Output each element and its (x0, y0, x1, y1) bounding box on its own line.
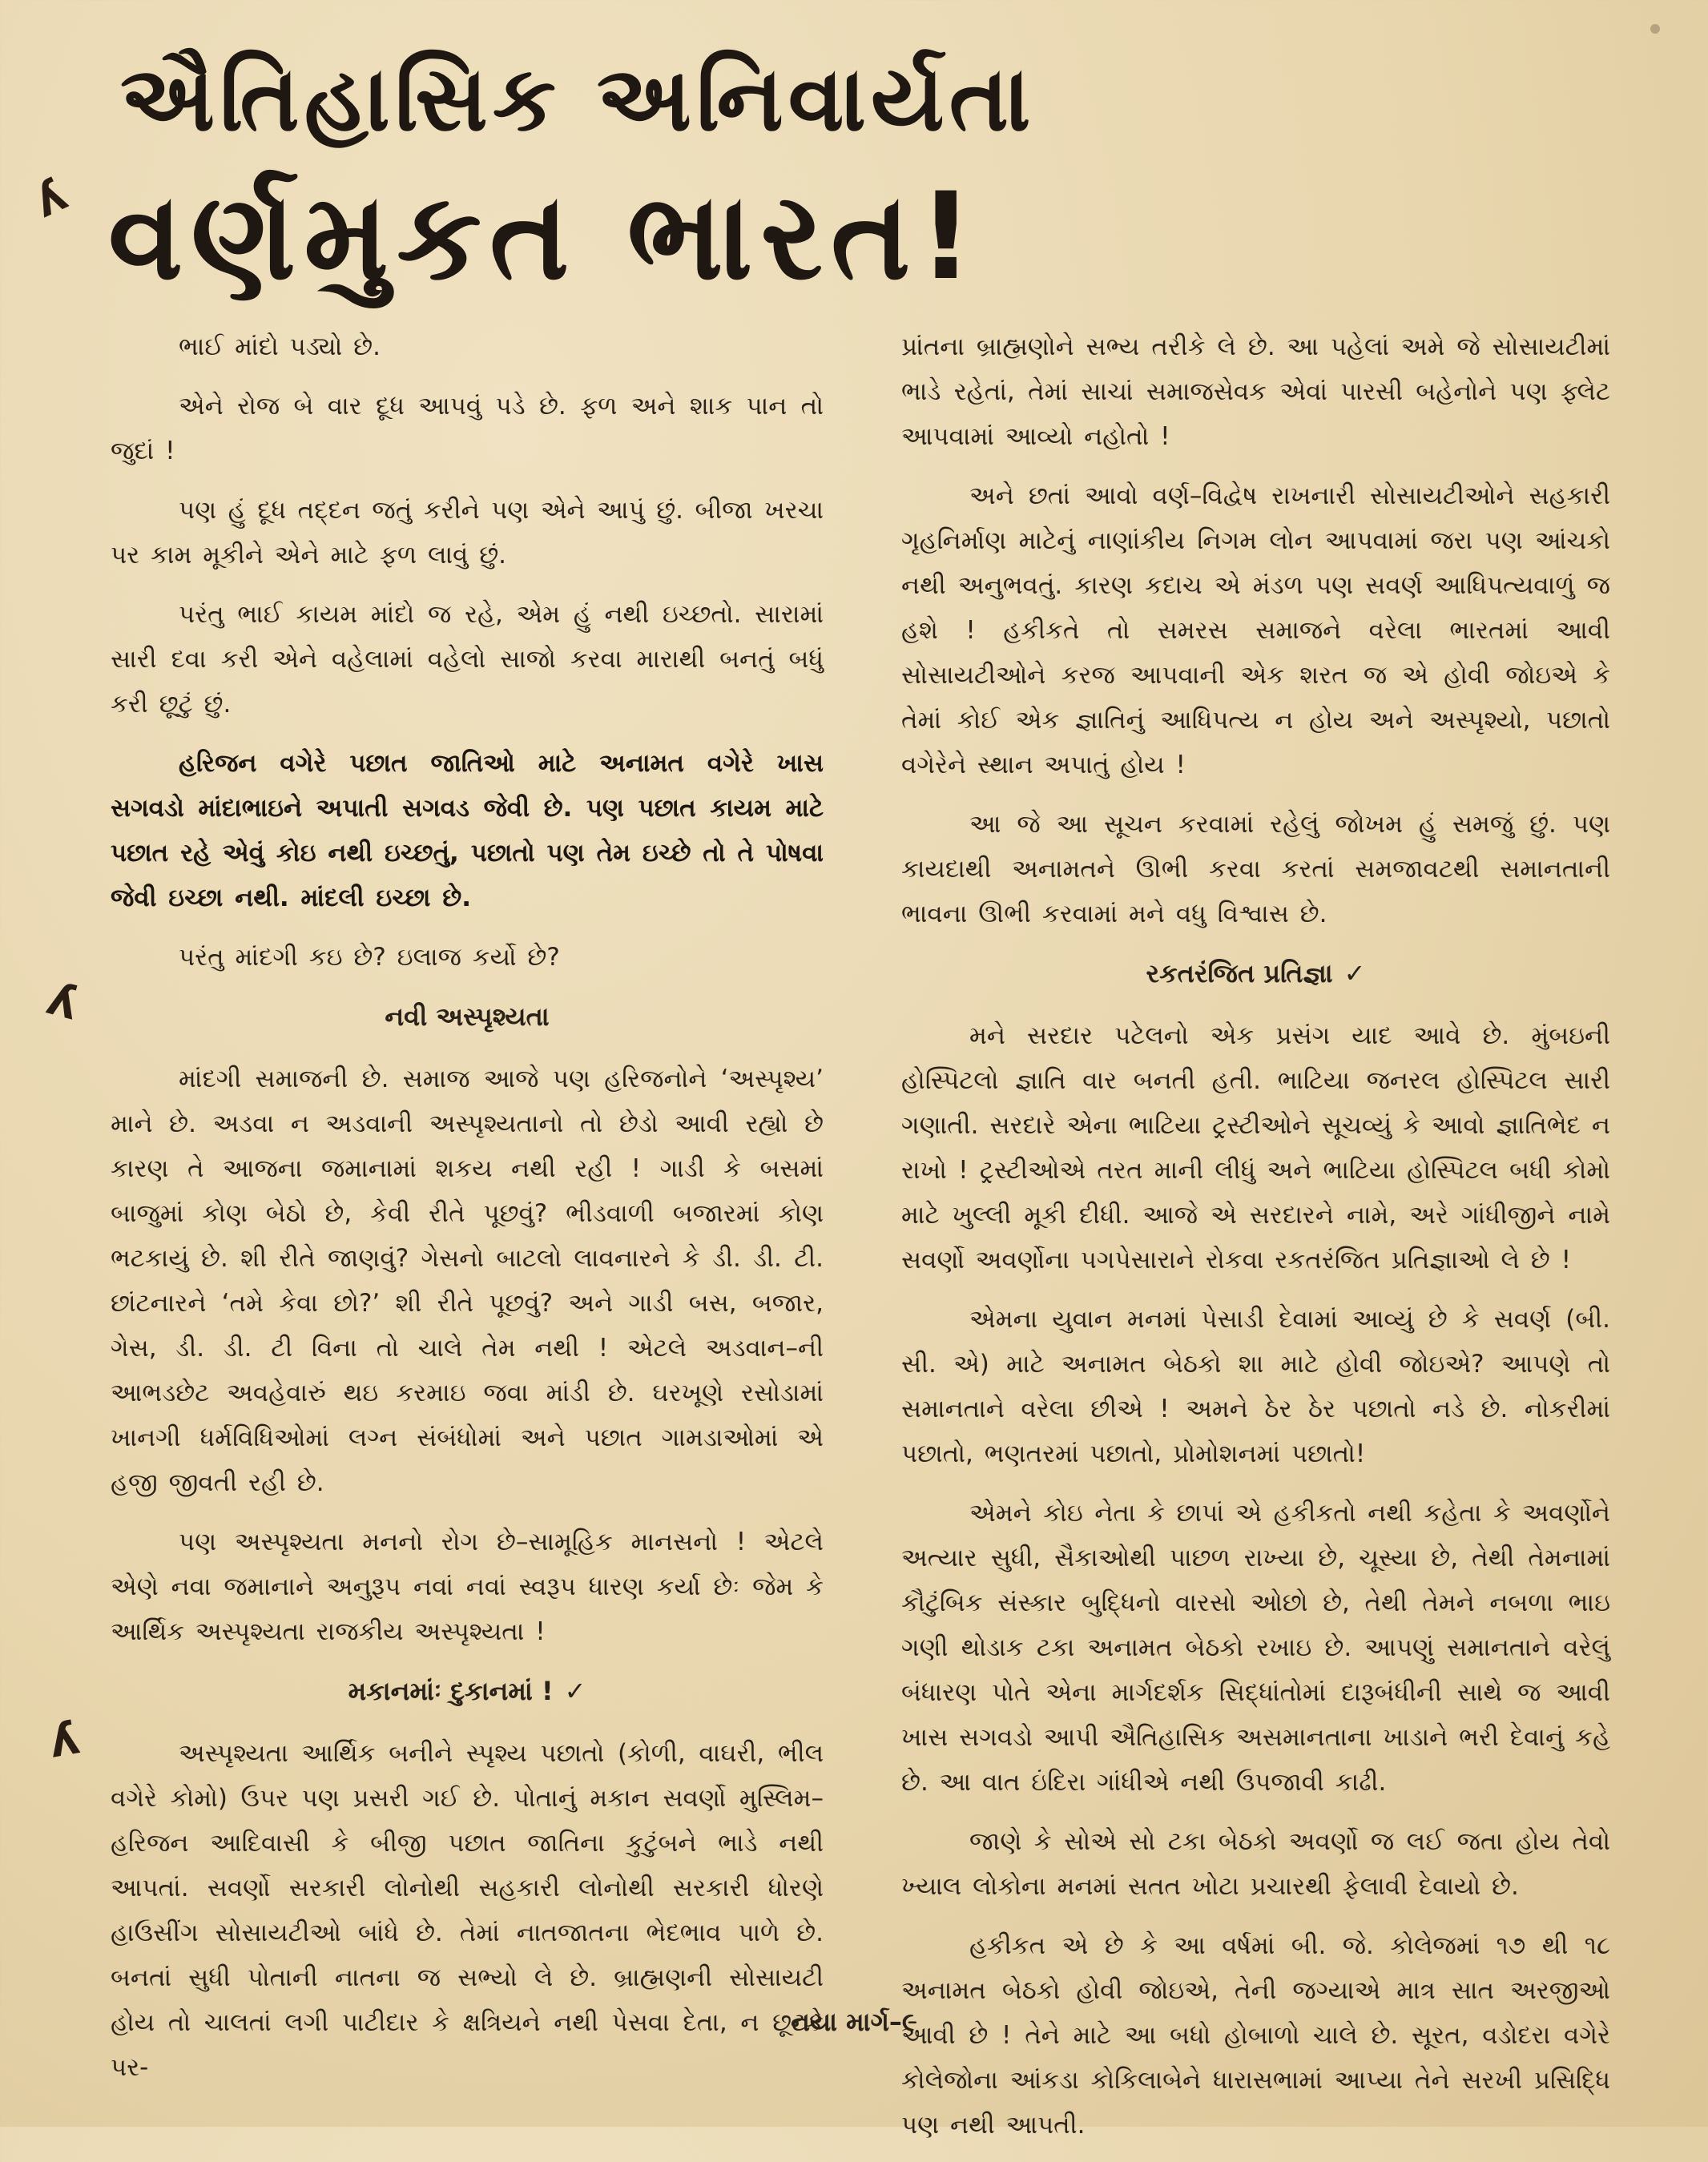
paragraph: ભાઈ માંદો પડ્યો છે. (179, 332, 381, 361)
left-column (111, 324, 824, 2104)
paragraph: અસ્પૃશ્યતા આર્થિક બનીને સ્પૃશ્ય પછાતો (કોળી, વાઘરી, ભીલ વગેરે કોમો) ઉપર પણ પ્રસરી ગઈ છે. પોતાનું મકાન સવર્ણો મુસ્લિમ–હરિજન આદિવાસી કે બીજી પછાત જાતિના કુટુંબને ભાડે નથી આપતાં. સવર્ણો સરકારી લોનોથી સહકારી લોનોથી સરકારી ધોરણે હાઉસીંગ સોસાયટીઓ બાંધે છે. તેમાં નાતજાતના ભેદભાવ પાળે છે. બનતાં સુધી પોતાની નાતના જ સભ્યો લે છે. બ્રાહ્મણની સોસાયટી હોય તો ચાલતાં લગી પાટીદાર કે ક્ષત્રિયને નથી પેસવા દેતા, ન છૂટકે પર- (111, 1739, 824, 2082)
heading-text: મકાનમાંઃ દુકાનમાં ! (348, 1676, 554, 1706)
right-column (901, 324, 1610, 2162)
heading-text: રકતરંજિત પ્રતિજ્ઞા (1146, 958, 1333, 988)
paragraph: હકીકત એ છે કે આ વર્ષમાં બી. જે. કોલેજમાં ૧૭ થી ૧૮ અનામત બેઠકો હોવી જોઇએ, તેની જગ્યાએ માત્ર સાત અરજીઓ આવી છે ! તેને માટે આ બધો હોબાળો ચાલે છે. સૂરત, વડોદરા વગેરે કોલેજોના આંકડા કોકિલાબેને ધારાસભામાં આપ્યા તેને સરખી પ્રસિદ્ધિ પણ નથી આપતી. (901, 1931, 1610, 2140)
paragraph: પરંતુ ભાઈ કાયમ માંદો જ રહે, એમ હું નથી ઇચ્છતો. સારામાં સારી દવા કરી એને વહેલામાં વહેલો સાજો કરવા મારાથી બનતું બધું કરી છૂટું છું. (111, 600, 824, 719)
paragraph: એમને કોઇ નેતા કે છાપાં એ હકીકતો નથી કહેતા કે અવર્ણોને અત્યાર સુધી, સૈકાઓથી પાછળ રાખ્યા છે, ચૂસ્યા છે, તેથી તેમનામાં કૌટુંબિક સંસ્કાર બુદ્ધિનો વારસો ઓછો છે, તેથી તેમને નબળા ભાઇ ગણી થોડાક ટકા અનામત બેઠકો રખાઇ છે. આપણું સમાનતાને વરેલું બંધારણ પોતે એના માર્ગદર્શક સિદ્ધાંતોમાં દારૂબંધીની સાથે જ આવી ખાસ સગવડો આપી ઐતિહાસિક અસમાનતાના ખાડાને ભરી દેવાનું કહે છે. આ વાત ઇંદિરા ગાંધીએ નથી ઉપજાવી કાઢી. (901, 1499, 1610, 1797)
paragraph: અને છતાં આવો વર્ણ–વિદ્વેષ રાખનારી સોસાયટીઓને સહકારી ગૃહનિર્માણ માટેનું નાણાંકીય નિગમ લોન આપવામાં જરા પણ આંચકો નથી અનુભવતું. કારણ કદાચ એ મંડળ પણ સવર્ણ આધિપત્યવાળું જ હશે ! હકીકતે તો સમરસ સમાજને વરેલા ભારતમાં આવી સોસાયટીઓને કરજ આપવાની એક શરત જ એ હોવી જોઇએ કે તેમાં કોઈ એક જ્ઞાતિનું આધિપત્ય ન હોય અને અસ્પૃશ્યો, પછાતો વગેરેને સ્થાન અપાતું હોય ! (901, 481, 1610, 779)
title-line-2: વર્ણમુકત ભારત! (108, 167, 981, 307)
page-footer: નયા માર્ગ–૯ (791, 2007, 917, 2037)
title-line-1: ઐતિહાસિક અનિવાર્યતા (120, 47, 1036, 151)
paragraph: પરંતુ માંદગી કઇ છે? ઇલાજ કર્યો છે? (179, 943, 560, 972)
paragraph: માંદગી સમાજની છે. સમાજ આજે પણ હરિજનોને ‘અસ્પૃશ્ય’ માને છે. અડવા ન અડવાની અસ્પૃશ્યતાનો તો છેડો આવી રહ્યો છે કારણ તે આજના જમાનામાં શકય નથી રહી ! ગાડી કે બસમાં બાજુમાં કોણ બેઠો છે, કેવી રીતે પૂછવું? ભીડવાળી બજારમાં કોણ ભટકાયું છે. શી રીતે જાણવું? ગેસનો બાટલો લાવનારને કે ડી. ડી. ટી. છાંટનારને ‘તમે કેવા છો?’ શી રીતે પૂછવું? અને ગાડી બસ, બજાર, ગેસ, ડી. ડી. ટી વિના તો ચાલે તેમ નથી ! એટલે અડવાન–ની આભડછેટ અવહેવારું થઇ કરમાઇ જવા માંડી છે. ઘરખૂણે રસોડામાં ખાનગી ધર્મવિધિઓમાં લગ્ન સંબંધોમાં અને પછાત ગામડાઓમાં એ હજી જીવતી રહી છે. (111, 1065, 824, 1497)
paragraph: મને સરદાર પટેલનો એક પ્રસંગ યાદ આવે છે. મુંબઇની હોસ્પિટલો જ્ઞાતિ વાર બનતી હતી. ભાટિયા જનરલ હોસ્પિટલ સારી ગણાતી. સરદારે એના ભાટિયા ટ્રસ્ટીઓને સૂચવ્યું કે આવો જ્ઞાતિભેદ ન રાખો ! ટ્રસ્ટીઓએ તરત માની લીધું અને ભાટિયા હોસ્પિટલ બધી કોમો માટે ખુલ્લી મૂકી દીધી. આજે એ સરદારને નામે, અરે ગાંધીજીને નામે સવર્ણો અવર્ણોના પગપેસારાને રોકવા રકતરંજિત પ્રતિજ્ઞાઓ લે છે ! (901, 1021, 1610, 1274)
section-heading (111, 994, 824, 1039)
section-heading (111, 1669, 824, 1713)
paragraph: એને રોજ બે વાર દૂધ આપવું પડે છે. ફળ અને શાક પાન તો જુદાં ! (111, 392, 824, 465)
paragraph: પણ અસ્પૃશ્યતા મનનો રોગ છે–સામૂહિક માનસનો ! એટલે એણે નવા જમાનાને અનુરૂપ નવાં નવાં સ્વરૂપ ધારણ કર્યા છેઃ જેમ કે આર્થિક અસ્પૃશ્યતા રાજકીય અસ્પૃશ્યતા ! (111, 1528, 824, 1646)
paragraph: પ્રાંતના બ્રાહ્મણોને સભ્ય તરીકે લે છે. આ પહેલાં અમે જે સોસાયટીમાં ભાડે રહેતાં, તેમાં સાચાં સમાજસેવક એવાં પારસી બહેનોને પણ ફ્લેટ આપવામાં આવ્યો નહોતો ! (901, 332, 1610, 451)
margin-pen-mark: ʎ (45, 1712, 83, 1769)
margin-pen-mark: ʎ (26, 168, 75, 228)
paragraph-bold: હરિજન વગેરે પછાત જાતિઓ માટે અનામત વગેરે ખાસ સગવડો માંદાભાઇને અપાતી સગવડ જેવી છે. પણ પછાત કાયમ માટે પછાત રહે એવું કોઇ નથી ઇચ્છતું, પછાતો પણ તેમ ઇચ્છે તો તે પોષવા જેવી ઇચ્છા નથી. માંદલી ઇચ્છા છે. (111, 749, 824, 912)
check-mark-icon: ✓ (1343, 958, 1366, 988)
paragraph: પણ હું દૂધ તદ્દન જતું કરીને પણ એને આપું છું. બીજા ખરચા પર કામ મૂકીને એને માટે ફળ લાવું છું. (111, 496, 824, 570)
margin-pen-mark: ʎ (42, 972, 84, 1031)
paragraph: આ જે આ સૂચન કરવામાં રહેલું જોખમ હું સમજું છું. પણ કાયદાથી અનામતને ઊભી કરવા કરતાં સમજાવટથી સમાનતાની ભાવના ઊભી કરવામાં મને વધુ વિશ્વાસ છે. (901, 810, 1610, 928)
section-heading (901, 951, 1610, 996)
heading-text: નવી અસ્પૃશ્યતા (385, 1001, 550, 1032)
check-mark-icon: ✓ (564, 1676, 586, 1706)
paragraph: જાણે કે સોએ સો ટકા બેઠકો અવર્ણો જ લઈ જતા હોય તેવો ખ્યાલ લોકોના મનમાં સતત ખોટા પ્રચારથી ફેલાવી દેવાયો છે. (901, 1827, 1610, 1901)
paragraph: એમના યુવાન મનમાં પેસાડી દેવામાં આવ્યું છે કે સવર્ણ (બી. સી. એ) માટે અનામત બેઠકો શા માટે હોવી જોઇએ? આપણે તો સમાનતાને વરેલા છીએ ! અમને ઠેર ઠેર પછાતો નડે છે. નોકરીમાં પછાતો, ભણતરમાં પછાતો, પ્રોમોશનમાં પછાતો! (901, 1305, 1610, 1468)
paper-speck (1650, 24, 1660, 34)
